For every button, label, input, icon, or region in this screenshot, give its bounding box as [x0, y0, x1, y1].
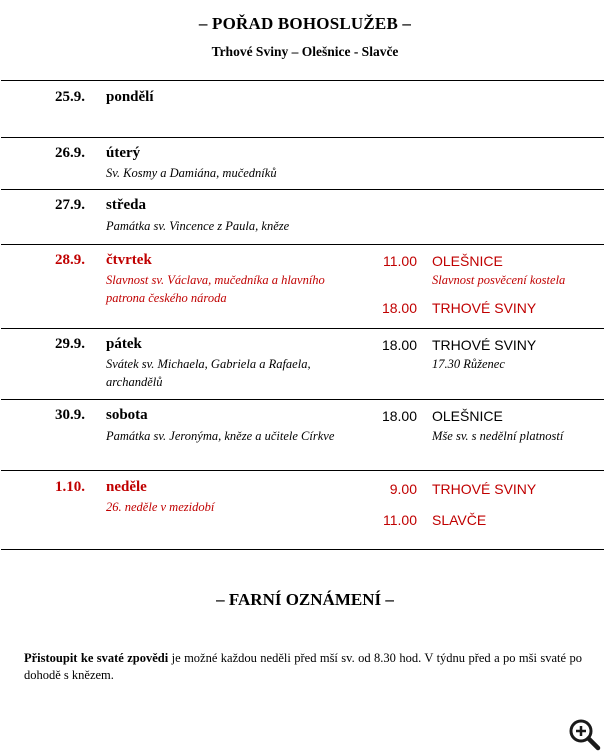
service-time: 9.00	[389, 481, 417, 497]
row-date: 25.9.	[55, 89, 85, 105]
service-place: OLEŠNICE	[432, 253, 503, 269]
row-date: 28.9.	[55, 252, 85, 268]
divider	[1, 328, 604, 329]
divider	[1, 137, 604, 138]
service-time: 18.00	[381, 337, 417, 353]
row-day: středa	[106, 197, 146, 213]
divider	[1, 80, 604, 81]
divider	[1, 399, 604, 400]
announcement-text	[24, 650, 582, 684]
zoom-in-icon[interactable]	[566, 716, 602, 752]
row-date: 30.9.	[55, 407, 85, 423]
row-day: úterý	[106, 145, 141, 161]
divider	[1, 549, 604, 550]
service-time: 11.00	[383, 253, 417, 269]
row-feast: Sv. Kosmy a Damiána, mučedníků	[106, 166, 277, 180]
divider	[1, 244, 604, 245]
row-date: 26.9.	[55, 145, 85, 161]
page-title: – POŘAD BOHOSLUŽEB –	[198, 14, 412, 33]
service-time: 18.00	[381, 300, 417, 316]
service-place: TRHOVÉ SVINY	[432, 481, 537, 497]
service-place: TRHOVÉ SVINY	[432, 337, 537, 353]
announcement-body: je možné každou neděli před mší sv. od 8.30 hod. V týdnu před a po mši svaté po dohodě s knězem.	[24, 651, 582, 682]
service-place: TRHOVÉ SVINY	[432, 300, 537, 316]
row-feast: Slavnost sv. Václava, mučedníka a hlavního patrona českého národa	[106, 273, 325, 305]
row-feast: Svátek sv. Michaela, Gabriela a Rafaela, archandělů	[106, 357, 311, 389]
service-place: SLAVČE	[432, 512, 487, 528]
divider	[1, 470, 604, 471]
zoom-in-glyph	[566, 716, 602, 752]
service-time: 11.00	[383, 512, 417, 528]
service-time: 18.00	[381, 408, 417, 424]
service-note: Mše sv. s nedělní platností	[432, 429, 564, 443]
service-place: OLEŠNICE	[432, 408, 503, 424]
service-note: Slavnost posvěcení kostela	[432, 273, 566, 287]
row-date: 27.9.	[55, 197, 85, 213]
row-day: pátek	[106, 336, 142, 352]
divider	[1, 189, 604, 190]
page-subtitle: Trhové Sviny – Olešnice - Slavče	[211, 44, 399, 59]
row-date: 29.9.	[55, 336, 85, 352]
row-feast: Památka sv. Jeronýma, kněze a učitele Církve	[106, 429, 335, 443]
row-day: pondělí	[106, 89, 154, 105]
row-day: sobota	[106, 407, 148, 423]
row-feast: 26. neděle v mezidobí	[106, 500, 215, 514]
row-date: 1.10.	[55, 479, 85, 495]
row-feast: Památka sv. Vincence z Paula, kněze	[106, 219, 290, 233]
service-note: 17.30 Růženec	[432, 357, 505, 371]
row-day: neděle	[106, 479, 147, 495]
row-day: čtvrtek	[106, 252, 152, 268]
announcement-lead: Přistoupit ke svaté zpovědi	[24, 651, 169, 665]
announcements-title: – FARNÍ OZNÁMENÍ –	[216, 590, 394, 609]
